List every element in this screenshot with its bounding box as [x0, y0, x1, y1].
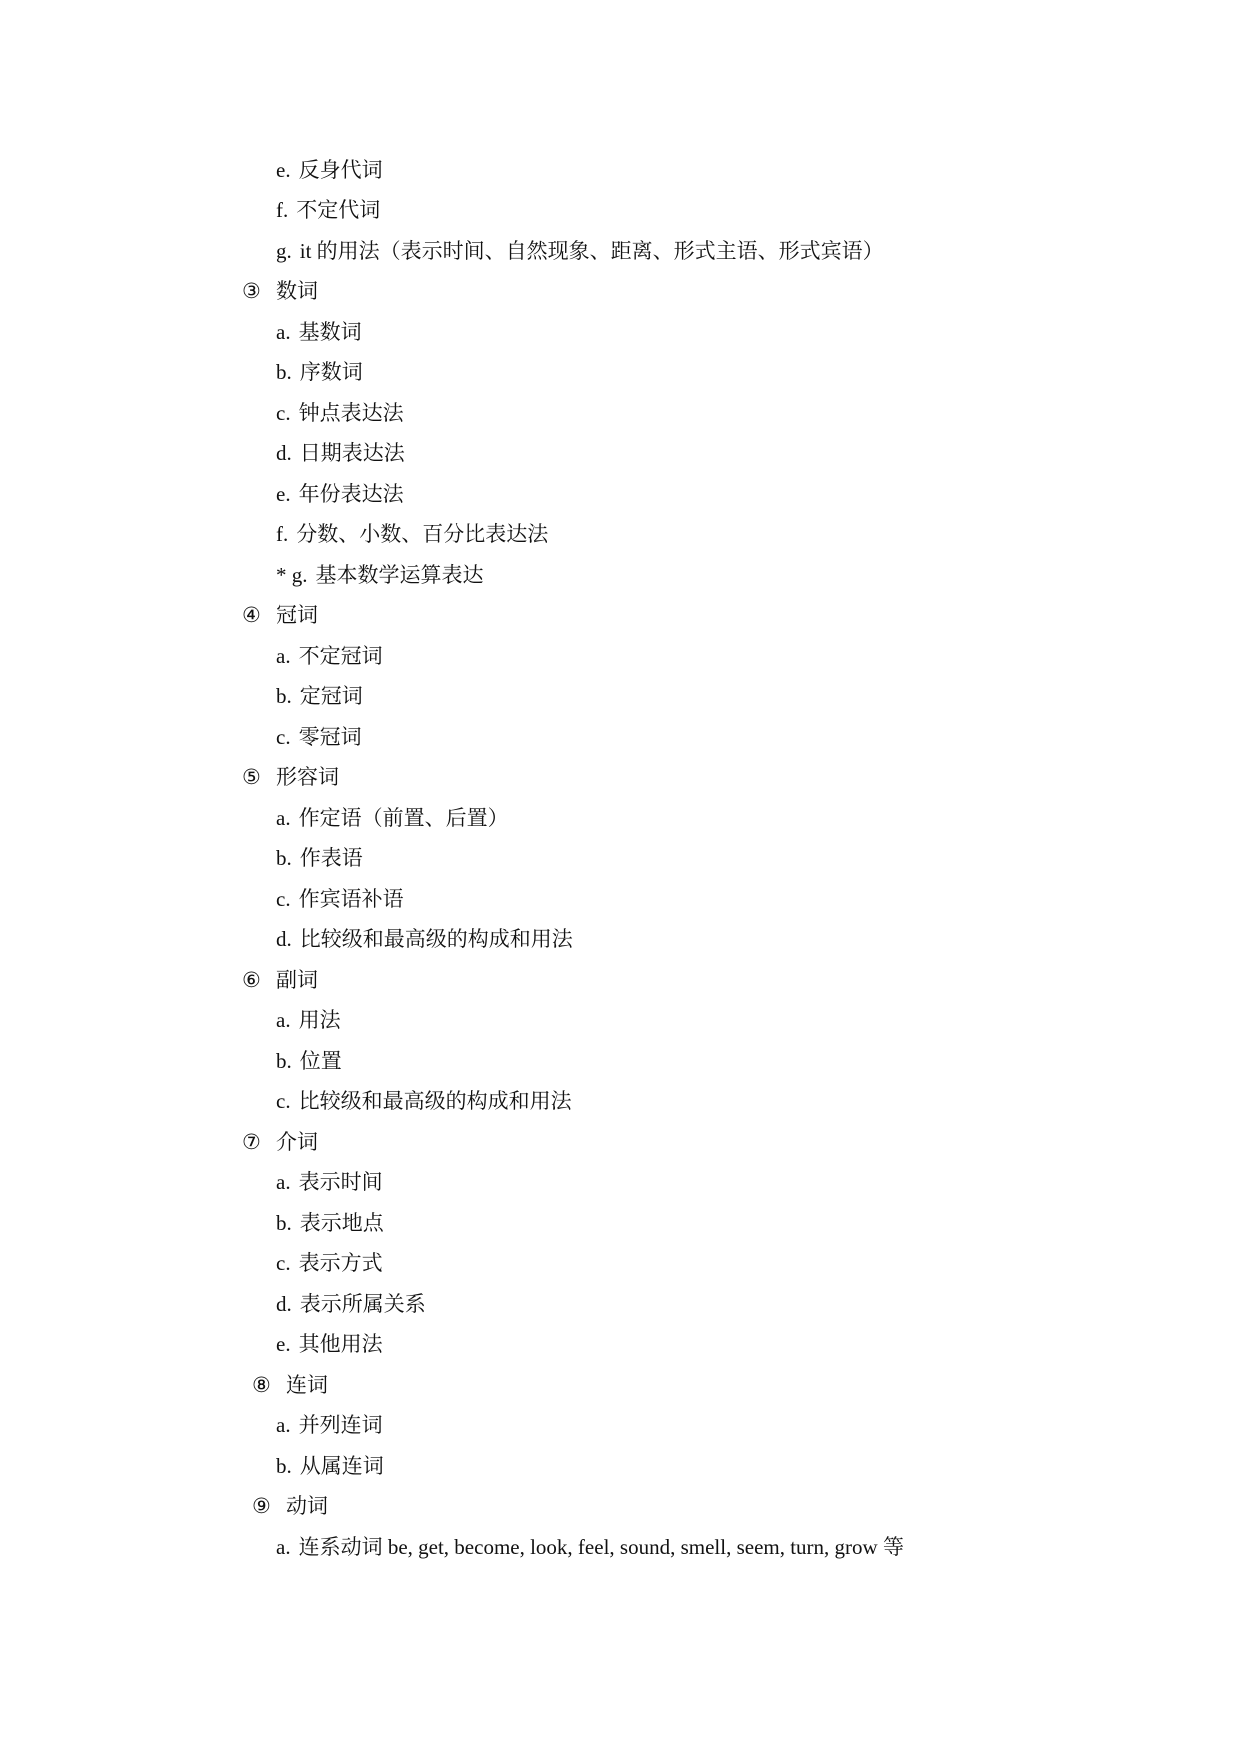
- item-letter: b.: [276, 360, 292, 384]
- item-letter: e.: [276, 1332, 291, 1356]
- item-letter: f.: [276, 198, 289, 222]
- item-text: 比较级和最高级的构成和用法: [299, 927, 573, 951]
- item-letter: c.: [276, 887, 291, 911]
- item-text: 作宾语补语: [298, 887, 404, 911]
- list-item: [276, 318, 362, 346]
- list-item: [276, 520, 548, 548]
- item-letter: e.: [276, 158, 291, 182]
- item-letter: b.: [276, 1211, 292, 1235]
- item-letter: a.: [276, 1170, 291, 1194]
- item-text: 作表语: [299, 846, 363, 870]
- list-item: [276, 885, 404, 913]
- item-letter: g.: [276, 239, 292, 263]
- list-item: [276, 1411, 383, 1439]
- list-item: [276, 1249, 383, 1277]
- item-text: 表示方式: [298, 1251, 383, 1275]
- item-text: 基本数学运算表达: [315, 563, 484, 587]
- item-letter: d.: [276, 927, 292, 951]
- item-letter: d.: [276, 441, 292, 465]
- item-letter: d.: [276, 1292, 292, 1316]
- item-text: 不定代词: [296, 198, 381, 222]
- item-text: 比较级和最高级的构成和用法: [298, 1089, 572, 1113]
- list-item: [276, 1452, 384, 1480]
- item-text: 表示时间: [298, 1170, 383, 1194]
- list-item: [276, 844, 363, 872]
- item-text: 钟点表达法: [298, 401, 404, 425]
- list-item: [276, 1047, 342, 1075]
- list-item: [276, 196, 380, 224]
- section-number: ③: [242, 279, 261, 303]
- item-text: 其他用法: [298, 1332, 383, 1356]
- section-heading: [242, 601, 318, 629]
- item-letter: a.: [276, 1413, 291, 1437]
- list-item: [276, 1533, 904, 1561]
- item-text: 日期表达法: [299, 441, 405, 465]
- item-letter: a.: [276, 1008, 291, 1032]
- section-number: ⑧: [252, 1373, 271, 1397]
- section-heading: [242, 1128, 318, 1156]
- item-letter: a.: [276, 320, 291, 344]
- list-item: [276, 1330, 383, 1358]
- list-item: [276, 1087, 572, 1115]
- item-letter: b.: [276, 1454, 292, 1478]
- section-heading: [242, 277, 318, 305]
- item-text: 基数词: [298, 320, 362, 344]
- section-title: 数词: [276, 279, 318, 303]
- list-item: [276, 237, 884, 265]
- list-item: [276, 642, 383, 670]
- section-heading: [242, 966, 318, 994]
- list-item: [276, 399, 404, 427]
- item-text: 从属连词: [299, 1454, 384, 1478]
- list-item: [276, 156, 383, 184]
- list-item: [276, 439, 405, 467]
- item-letter: a.: [276, 806, 291, 830]
- item-letter: a.: [276, 644, 291, 668]
- list-item: [276, 480, 404, 508]
- section-title: 冠词: [276, 603, 318, 627]
- item-letter: f.: [276, 522, 289, 546]
- list-item: [276, 1290, 426, 1318]
- item-text: 反身代词: [298, 158, 383, 182]
- item-text: 不定冠词: [298, 644, 383, 668]
- item-text: 连系动词 be, get, become, look, feel, sound, smell, seem, turn, grow 等: [298, 1535, 904, 1559]
- section-title: 形容词: [276, 765, 339, 789]
- list-item: [276, 1006, 341, 1034]
- item-letter: b.: [276, 684, 292, 708]
- item-text: 零冠词: [298, 725, 362, 749]
- section-number: ⑨: [252, 1494, 271, 1518]
- list-item: [276, 723, 362, 751]
- list-item-optional: [276, 561, 484, 589]
- item-letter: b.: [276, 1049, 292, 1073]
- item-letter: a.: [276, 1535, 291, 1559]
- item-text: 序数词: [299, 360, 363, 384]
- item-text: 用法: [298, 1008, 341, 1032]
- item-text: 位置: [299, 1049, 342, 1073]
- item-text: 表示所属关系: [299, 1292, 426, 1316]
- section-number: ⑦: [242, 1130, 261, 1154]
- item-letter: c.: [276, 1251, 291, 1275]
- section-title: 连词: [286, 1373, 328, 1397]
- section-heading: [242, 763, 339, 791]
- section-heading: [252, 1492, 328, 1520]
- section-title: 副词: [276, 968, 318, 992]
- item-text: 年份表达法: [298, 482, 404, 506]
- item-text: it 的用法（表示时间、自然现象、距离、形式主语、形式宾语）: [299, 239, 884, 263]
- item-letter: b.: [276, 846, 292, 870]
- section-title: 介词: [276, 1130, 318, 1154]
- item-text: 定冠词: [299, 684, 363, 708]
- list-item: [276, 358, 363, 386]
- section-number: ⑤: [242, 765, 261, 789]
- section-number: ④: [242, 603, 261, 627]
- item-text: 并列连词: [298, 1413, 383, 1437]
- item-letter: c.: [276, 401, 291, 425]
- item-letter: e.: [276, 482, 291, 506]
- list-item: [276, 925, 573, 953]
- list-item: [276, 804, 509, 832]
- item-letter: * g.: [276, 563, 308, 587]
- section-title: 动词: [286, 1494, 328, 1518]
- item-text: 表示地点: [299, 1211, 384, 1235]
- section-number: ⑥: [242, 968, 261, 992]
- list-item: [276, 1168, 383, 1196]
- section-heading: [252, 1371, 328, 1399]
- list-item: [276, 682, 363, 710]
- list-item: [276, 1209, 384, 1237]
- item-letter: c.: [276, 725, 291, 749]
- item-text: 分数、小数、百分比表达法: [296, 522, 549, 546]
- item-letter: c.: [276, 1089, 291, 1113]
- item-text: 作定语（前置、后置）: [298, 806, 509, 830]
